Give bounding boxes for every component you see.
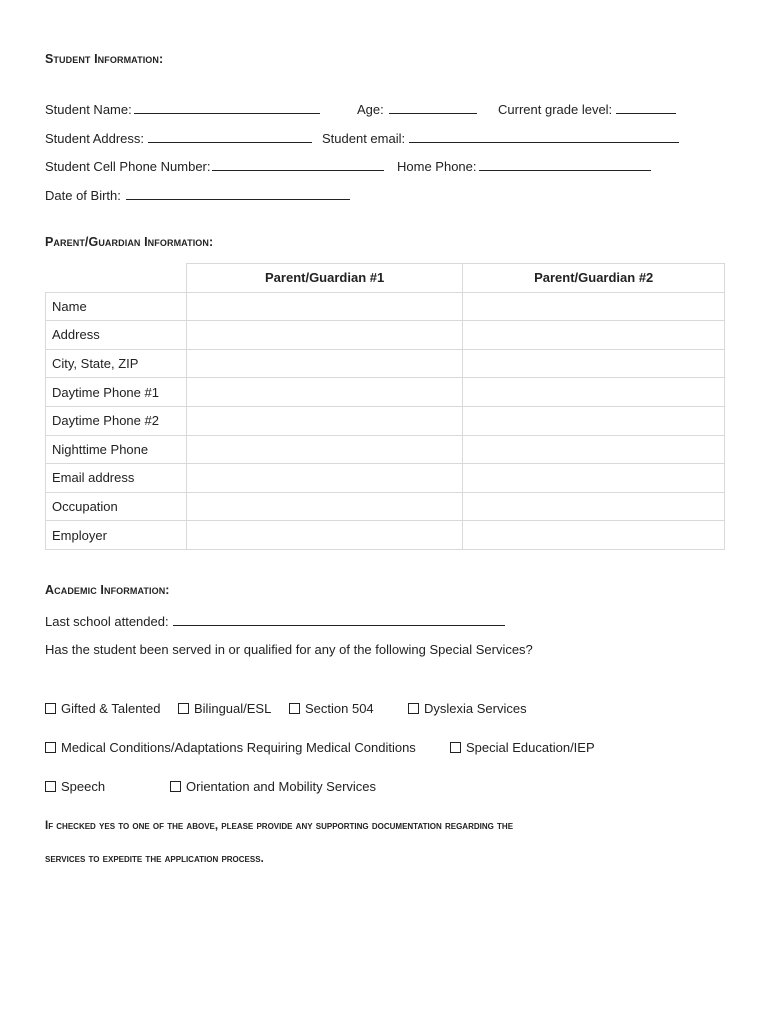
student-email-field[interactable] — [322, 130, 679, 146]
checkbox-icon[interactable] — [45, 703, 56, 714]
checkbox-label: Orientation and Mobility Services — [186, 779, 377, 794]
checkbox-label: Section 504 — [305, 701, 374, 716]
checkbox-speech[interactable] — [45, 779, 105, 794]
checkbox-icon[interactable] — [170, 781, 181, 792]
checkbox-medical-conditions[interactable] — [45, 740, 416, 755]
supporting-documentation-note-line-1: If checked yes to one of the above, please provide any supporting documentation regarding the — [45, 820, 514, 832]
table-row — [46, 521, 725, 550]
academic-information-heading: Academic Information: — [45, 583, 170, 597]
guardian-1-cell[interactable] — [186, 521, 463, 550]
row-label: City, State, ZIP — [46, 349, 187, 378]
checkbox-icon[interactable] — [178, 703, 189, 714]
row-label: Employer — [46, 521, 187, 550]
supporting-documentation-note-line-2: services to expedite the application process. — [45, 853, 264, 865]
checkbox-label: Bilingual/ESL — [194, 701, 272, 716]
table-row — [46, 492, 725, 521]
student-cell-phone-blank[interactable] — [212, 158, 384, 171]
home-phone-blank[interactable] — [479, 158, 651, 171]
checkbox-orientation-mobility[interactable] — [170, 779, 376, 794]
table-corner-cell — [46, 264, 187, 293]
age-field[interactable] — [357, 101, 477, 117]
checkbox-icon[interactable] — [408, 703, 419, 714]
guardian-2-cell[interactable] — [463, 406, 725, 435]
guardian-1-cell[interactable] — [186, 464, 463, 493]
table-row — [46, 321, 725, 350]
student-information-heading: Student Information: — [45, 52, 164, 66]
guardian-1-cell[interactable] — [186, 435, 463, 464]
student-address-blank[interactable] — [148, 130, 312, 143]
row-label: Daytime Phone #1 — [46, 378, 187, 407]
row-label: Occupation — [46, 492, 187, 521]
checkbox-icon[interactable] — [45, 781, 56, 792]
table-row — [46, 349, 725, 378]
checkbox-icon[interactable] — [450, 742, 461, 753]
row-label: Email address — [46, 464, 187, 493]
checkbox-section-504[interactable] — [289, 701, 374, 716]
guardian-1-cell[interactable] — [186, 349, 463, 378]
guardian-2-cell[interactable] — [463, 435, 725, 464]
grade-level-blank[interactable] — [616, 101, 676, 114]
grade-level-label: Current grade level: — [498, 102, 613, 117]
special-services-question: Has the student been served in or qualified for any of the following Special Services? — [45, 642, 533, 657]
parent-guardian-1-header: Parent/Guardian #1 — [186, 264, 463, 293]
student-name-label: Student Name: — [45, 102, 132, 117]
checkbox-label: Dyslexia Services — [424, 701, 527, 716]
guardian-2-cell[interactable] — [463, 321, 725, 350]
parent-guardian-table — [45, 263, 725, 550]
checkbox-label: Medical Conditions/Adaptations Requiring Medical Conditions — [61, 740, 416, 755]
guardian-2-cell[interactable] — [463, 492, 725, 521]
grade-level-field[interactable] — [498, 101, 676, 117]
table-row — [46, 464, 725, 493]
table-row — [46, 435, 725, 464]
student-email-blank[interactable] — [409, 130, 679, 143]
student-name-blank[interactable] — [134, 101, 320, 114]
checkbox-label: Gifted & Talented — [61, 701, 161, 716]
last-school-label: Last school attended: — [45, 614, 169, 629]
table-row — [46, 406, 725, 435]
guardian-2-cell[interactable] — [463, 378, 725, 407]
home-phone-field[interactable] — [397, 158, 651, 174]
checkbox-bilingual-esl[interactable] — [178, 701, 271, 716]
guardian-1-cell[interactable] — [186, 378, 463, 407]
student-name-field[interactable] — [45, 101, 320, 117]
date-of-birth-label: Date of Birth: — [45, 188, 121, 203]
checkbox-dyslexia-services[interactable] — [408, 701, 527, 716]
row-label: Nighttime Phone — [46, 435, 187, 464]
student-address-label: Student Address: — [45, 131, 145, 146]
checkbox-gifted-talented[interactable] — [45, 701, 161, 716]
student-address-field[interactable] — [45, 130, 312, 146]
row-label: Daytime Phone #2 — [46, 406, 187, 435]
checkbox-icon[interactable] — [45, 742, 56, 753]
table-header-row — [46, 264, 725, 293]
guardian-1-cell[interactable] — [186, 492, 463, 521]
guardian-2-cell[interactable] — [463, 292, 725, 321]
guardian-2-cell[interactable] — [463, 349, 725, 378]
checkbox-icon[interactable] — [289, 703, 300, 714]
guardian-1-cell[interactable] — [186, 321, 463, 350]
age-blank[interactable] — [389, 101, 477, 114]
row-label: Name — [46, 292, 187, 321]
last-school-blank[interactable] — [173, 613, 505, 626]
age-label: Age: — [357, 102, 384, 117]
guardian-1-cell[interactable] — [186, 292, 463, 321]
parent-guardian-2-header: Parent/Guardian #2 — [463, 264, 725, 293]
student-email-label: Student email: — [322, 131, 406, 146]
checkbox-special-education-iep[interactable] — [450, 740, 595, 755]
table-row — [46, 292, 725, 321]
date-of-birth-blank[interactable] — [126, 187, 350, 200]
last-school-field[interactable] — [45, 613, 505, 629]
student-cell-phone-field[interactable] — [45, 158, 384, 174]
guardian-2-cell[interactable] — [463, 521, 725, 550]
date-of-birth-field[interactable] — [45, 187, 350, 203]
home-phone-label: Home Phone: — [397, 159, 477, 174]
table-row — [46, 378, 725, 407]
checkbox-label: Special Education/IEP — [466, 740, 595, 755]
guardian-1-cell[interactable] — [186, 406, 463, 435]
parent-guardian-heading: Parent/Guardian Information: — [45, 235, 214, 249]
row-label: Address — [46, 321, 187, 350]
checkbox-label: Speech — [61, 779, 106, 794]
guardian-2-cell[interactable] — [463, 464, 725, 493]
student-cell-phone-label: Student Cell Phone Number: — [45, 159, 211, 174]
